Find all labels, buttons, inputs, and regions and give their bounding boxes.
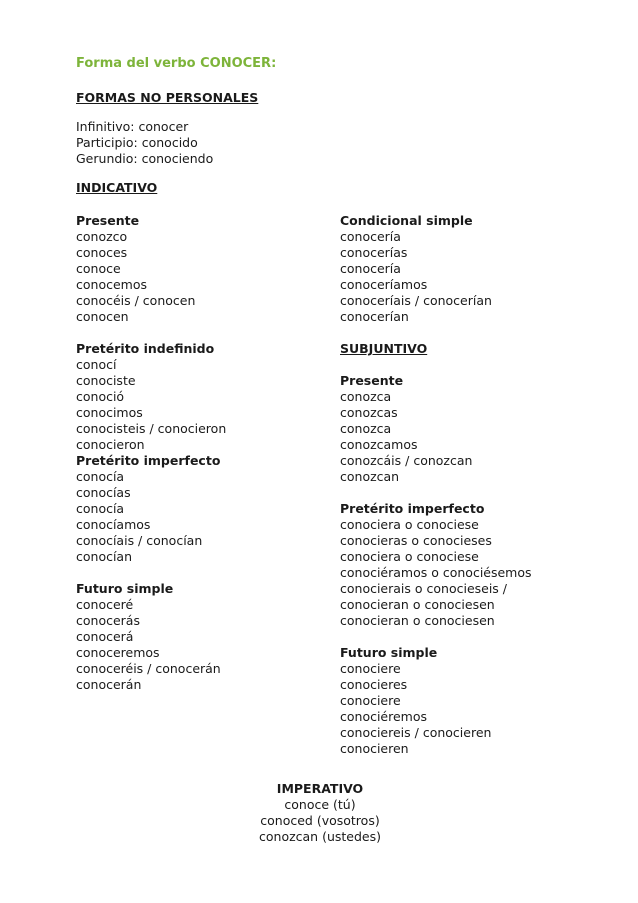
form-line: conocieron <box>76 437 145 452</box>
spacer <box>76 565 226 581</box>
form-line: conozcan <box>340 469 400 484</box>
form-line: conocisteis / conocieron <box>76 421 227 436</box>
heading-indicativo: INDICATIVO <box>76 180 158 195</box>
form-line: conozcas <box>340 405 398 420</box>
spacer <box>340 325 532 341</box>
form-line: conocíais / conocían <box>76 533 203 548</box>
form-line: conocíamos <box>76 517 151 532</box>
form-line: conociste <box>76 373 136 388</box>
heading-preterito-imperfecto: Pretérito imperfecto <box>76 453 221 468</box>
form-line: conozcan (ustedes) <box>259 829 381 844</box>
form-line: conociéramos o conociésemos <box>340 565 532 580</box>
right-column <box>340 213 532 757</box>
heading-formas-no-personales: FORMAS NO PERSONALES <box>76 90 259 105</box>
form-line: conociere <box>340 661 401 676</box>
form-line: conocieran o conociesen <box>340 597 495 612</box>
form-line: conocías <box>76 485 131 500</box>
form-line: conocierais o conocieseis / <box>340 581 508 596</box>
gerundio-line: Gerundio: conociendo <box>76 151 214 166</box>
form-line: conocería <box>340 229 401 244</box>
left-column <box>76 213 226 693</box>
form-line: conocerían <box>340 309 409 324</box>
form-line: conociéremos <box>340 709 428 724</box>
form-line: conoceríamos <box>340 277 428 292</box>
form-line: conocía <box>76 469 125 484</box>
form-line: conoces <box>76 245 128 260</box>
participio-line: Participio: conocido <box>76 135 198 150</box>
form-line: conocerá <box>76 629 134 644</box>
heading-presente-indicativo: Presente <box>76 213 140 228</box>
spacer <box>76 325 226 341</box>
spacer <box>340 629 532 645</box>
form-line: conocerías <box>340 245 408 260</box>
page-title: Forma del verbo CONOCER: <box>76 56 277 71</box>
heading-condicional-simple: Condicional simple <box>340 213 473 228</box>
form-line: conocen <box>76 309 129 324</box>
form-line: conoce <box>76 261 121 276</box>
infinitivo-line: Infinitivo: conocer <box>76 119 189 134</box>
form-line: conoceríais / conocerían <box>340 293 492 308</box>
spacer <box>340 485 532 501</box>
form-line: conocimos <box>76 405 143 420</box>
imperativo-block <box>230 781 410 845</box>
form-line: conocemos <box>76 277 147 292</box>
form-line: conocí <box>76 357 117 372</box>
form-line: conocieras o conocieses <box>340 533 492 548</box>
form-line: conoced (vosotros) <box>260 813 380 828</box>
form-line: conocéis / conocen <box>76 293 196 308</box>
form-line: conoció <box>76 389 125 404</box>
heading-preterito-imperfecto-subjuntivo: Pretérito imperfecto <box>340 501 485 516</box>
form-line: conocerás <box>76 613 140 628</box>
form-line: conozca <box>340 421 392 436</box>
heading-futuro-simple-subjuntivo: Futuro simple <box>340 645 438 660</box>
form-line: conociera o conociese <box>340 549 479 564</box>
form-line: conociera o conociese <box>340 517 479 532</box>
form-line: conociere <box>340 693 401 708</box>
form-line: conocía <box>76 501 125 516</box>
form-line: conoceremos <box>76 645 160 660</box>
form-line: conoceré <box>76 597 134 612</box>
form-line: conocían <box>76 549 133 564</box>
heading-preterito-indefinido: Pretérito indefinido <box>76 341 215 356</box>
form-line: conocieren <box>340 741 409 756</box>
form-line: conociereis / conocieren <box>340 725 492 740</box>
form-line: conocieres <box>340 677 408 692</box>
heading-imperativo: IMPERATIVO <box>276 781 364 796</box>
heading-subjuntivo: SUBJUNTIVO <box>340 341 428 356</box>
form-line: conocieran o conociesen <box>340 613 495 628</box>
form-line: conozcáis / conozcan <box>340 453 473 468</box>
form-line: conocería <box>340 261 401 276</box>
form-line: conozco <box>76 229 128 244</box>
form-line: conoceréis / conocerán <box>76 661 221 676</box>
heading-presente-subjuntivo: Presente <box>340 373 404 388</box>
form-line: conocerán <box>76 677 142 692</box>
heading-futuro-simple: Futuro simple <box>76 581 174 596</box>
form-line: conozcamos <box>340 437 418 452</box>
form-line: conozca <box>340 389 392 404</box>
spacer <box>340 357 532 373</box>
form-line: conoce (tú) <box>284 797 356 812</box>
